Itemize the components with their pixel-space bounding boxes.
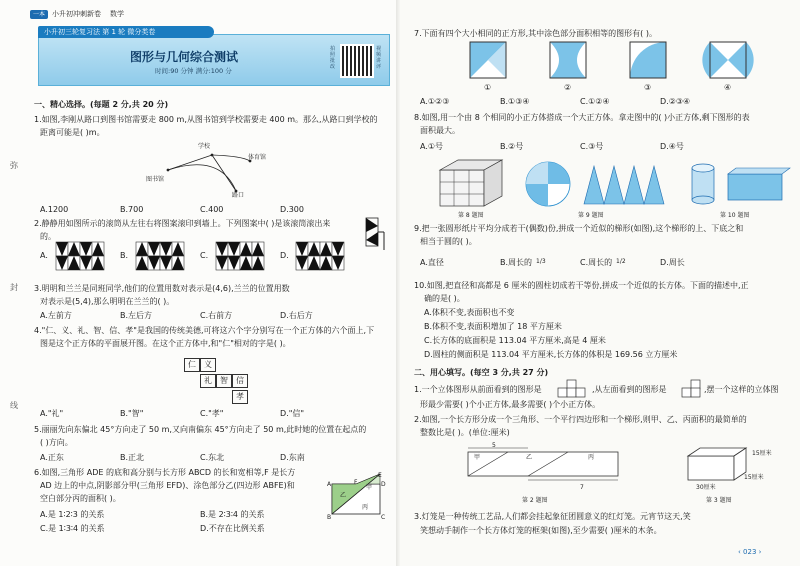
q6-label-e: E (378, 472, 382, 479)
f1-front-view (558, 380, 594, 398)
net-cell: 义 (200, 358, 216, 372)
f3-text-line1: 3.灯笼是一种传统工艺品,人们都会挂起象征团圆意义的红灯笼。元宵节这天,笑 (414, 512, 691, 521)
q4-text-line1: 4."仁、义、礼、智、信、孝"是我国的传统美德,可将这六个字分别写在一个正方体的六个面上,下 (34, 326, 375, 335)
q6-label-c: C (381, 514, 386, 521)
q6-label-b: B (327, 514, 332, 521)
q7-text: 7.下面有四个大小相同的正方形,其中涂色部分面积相等的图形有( )。 (414, 29, 657, 38)
q5-text-line2: ( )方向。 (40, 438, 73, 447)
q5-option-a[interactable]: A.正东 (40, 453, 64, 462)
q5-option-d[interactable]: D.东南 (280, 453, 305, 462)
q5-option-b[interactable]: B.正北 (120, 453, 145, 462)
q7-label-3: ③ (644, 83, 652, 92)
q6-option-a[interactable]: A.是 1∶2∶3 的关系 (40, 510, 105, 519)
f2-rectangle-diagram (468, 446, 638, 486)
margin-char-2: 封 (10, 283, 18, 292)
q3-text-line2: 对表示是(5,4),那么明明在兰兰的( )。 (40, 297, 175, 306)
f1-text-part4: 形最少需要( )个小正方体,最多需要( )个小正方体。 (420, 400, 601, 409)
net-cell: 仁 (184, 358, 200, 372)
net-cell: 信 (232, 374, 248, 388)
section-heading-1: 一、精心选择。(每题 2 分,共 20 分) (34, 100, 169, 109)
q10-option-a[interactable]: A.体积不变,表面积也不变 (424, 308, 515, 317)
q5-text-line1: 5.丽丽先向东偏北 45°方向走了 50 m,又向南偏东 45°方向走了 50 m,此时她的位置在起点的 (34, 425, 367, 434)
q5-option-c[interactable]: C.东北 (200, 453, 225, 462)
right-page (400, 0, 800, 566)
q7-option-d[interactable]: D.②③④ (660, 97, 691, 106)
q2-text-line1: 2.静静用如图所示的滚筒从左往右将图案滚印到墙上。下列图案中( )是该滚筒滚出来 (34, 219, 331, 228)
q9-option-a[interactable]: A.直径 (420, 258, 444, 267)
q6-label-jia: 甲 (366, 484, 373, 491)
q9-option-b[interactable]: B.周长的 (500, 258, 533, 267)
q1-text-line2: 距离可能是( )m。 (40, 128, 105, 137)
q2-pattern-b (136, 242, 184, 272)
q7-label-4: ④ (724, 83, 732, 92)
f2-label-jia: 甲 (474, 454, 481, 461)
q4-text-line2: 图是这个正方体的平面展开图。在这个正方体中,和"仁"相对的字是( )。 (40, 339, 291, 348)
q1-text-line1: 1.如图,李刚从路口到图书馆需要走 800 m,从图书馆到学校需要走 400 m。那么,从路口到学校的 (34, 115, 378, 124)
f1-text-part3: ,摆一个这样的立体图 (704, 385, 779, 394)
q7-label-2: ② (564, 83, 572, 92)
q10-text-line1: 10.如图,把直径和高都是 6 厘米的圆柱切成若干等份,拼成一个近似的长方体。下面的描述中,正 (414, 281, 749, 290)
qr-left-label: 拍照批改 (330, 46, 336, 70)
f3-text-line2: 笑想动手制作一个长方体灯笼的框架(如图),至少需要( )厘米的木条。 (420, 526, 662, 535)
q10-option-b[interactable]: B.体积不变,表面积增加了 18 平方厘米 (424, 322, 562, 331)
f2-label-yi: 乙 (526, 454, 533, 461)
q6-text-line3: 空白部分丙的面积( )。 (40, 494, 121, 503)
qr-right-label: 视频讲评 (376, 46, 382, 70)
q4-option-c[interactable]: C."孝" (200, 409, 224, 418)
f3-label-height: 15厘米 (752, 450, 772, 457)
q3-option-b[interactable]: B.左后方 (120, 311, 153, 320)
q1-label-crossing: 路口 (232, 192, 245, 199)
q3-option-a[interactable]: A.左前方 (40, 311, 72, 320)
q8-option-b[interactable]: B.②号 (500, 142, 524, 151)
q4-option-b[interactable]: B."智" (120, 409, 144, 418)
q9-text-line2: 相当于圆的( )。 (420, 237, 477, 246)
q1-option-a[interactable]: A.1200 (40, 205, 69, 214)
q8-text-line2: 面积最大。 (420, 126, 460, 135)
page-number: ‹ 023 › (738, 548, 762, 556)
caption-fill-fig2: 第 2 题图 (522, 497, 548, 504)
q10-option-d[interactable]: D.圆柱的侧面积是 113.04 平方厘米,长方体的体积是 169.56 立方厘米 (424, 350, 678, 359)
q7-label-1: ① (484, 83, 492, 92)
q6-label-a: A (327, 481, 332, 488)
q2-option-b[interactable]: B. (120, 251, 129, 260)
q9-text-line1: 9.把一张圆形纸片平均分成若干(偶数)份,拼成一个近似的梯形(如图),这个梯形的上、下底之和 (414, 224, 744, 233)
banner-tag: 小升初三轮复习法 第 1 轮 微分类卷 (38, 26, 214, 38)
q1-label-school: 学校 (198, 143, 211, 150)
header-tag: 一本 (30, 10, 48, 19)
net-cell: 智 (216, 374, 232, 388)
q3-text-line1: 3.明明和兰兰是同班同学,他们的位置用数对表示是(4,6),兰兰的位置用数 (34, 284, 290, 293)
q9-option-c[interactable]: C.周长的 (580, 258, 613, 267)
q1-option-c[interactable]: C.400 (200, 205, 224, 214)
q6-label-d: D (381, 481, 386, 488)
f2-label-bottom: 7 (580, 484, 584, 491)
q6-text-line1: 6.如图,三角形 ADE 的底和高分别与长方形 ABCD 的长和宽相等,F 是长方 (34, 468, 296, 477)
f2-label-bing: 丙 (588, 454, 595, 461)
q6-label-f: F (354, 479, 358, 486)
q2-pattern-c (216, 242, 264, 272)
q8-option-d[interactable]: D.④号 (660, 142, 684, 151)
section-heading-2: 二、用心填写。(每空 3 分,共 27 分) (414, 368, 549, 377)
q3-option-c[interactable]: C.右前方 (200, 311, 233, 320)
q2-option-c[interactable]: C. (200, 251, 209, 260)
page-title: 图形与几何综合测试 (130, 50, 239, 64)
q7-option-b[interactable]: B.①③④ (500, 97, 530, 106)
q8-option-c[interactable]: C.③号 (580, 142, 604, 151)
caption-fig10: 第 10 题图 (720, 212, 750, 219)
q2-pattern-a (56, 242, 104, 272)
q7-option-a[interactable]: A.①②③ (420, 97, 450, 106)
f1-text-part2: ,从左面看到的图形是 (592, 385, 667, 394)
f2-text-line2: 整数比是( )。(单位:厘米) (420, 428, 510, 437)
f1-text-part1: 1.一个立体图形从前面看到的图形是 (414, 385, 542, 394)
f2-label-top: 5 (492, 442, 496, 449)
caption-fill-fig3: 第 3 题图 (706, 497, 732, 504)
q1-label-gym: 体育馆 (248, 154, 267, 161)
caption-fig8: 第 8 题图 (458, 212, 484, 219)
q6-option-b[interactable]: B.是 2∶3∶4 的关系 (200, 510, 265, 519)
f3-label-length: 30厘米 (696, 484, 716, 491)
f3-label-width: 15厘米 (744, 474, 764, 481)
q8-text-line1: 8.如图,用一个由 8 个相同的小正方体搭成一个大正方体。拿走图中的( )小正方体,剩下图形的表 (414, 113, 750, 122)
q10-text-line2: 确的是( )。 (424, 294, 465, 303)
q2-option-a[interactable]: A. (40, 251, 48, 260)
q6-label-yi: 乙 (340, 492, 347, 499)
q2-roller-icon (364, 214, 386, 250)
net-cell: 礼 (200, 374, 216, 388)
q6-text-line2: AD 边上的中点,阴影部分甲(三角形 EFD)、涂色部分乙(四边形 ABFE)和 (40, 481, 295, 490)
q10-cylinder-figure (690, 160, 790, 208)
q8-option-a[interactable]: A.①号 (420, 142, 444, 151)
header-title: 小升初冲刺新卷 (52, 10, 101, 18)
q8-cube-figure (438, 160, 508, 208)
q3-option-d[interactable]: D.右后方 (280, 311, 313, 320)
q9-circle-trapezoid-figure (524, 160, 674, 208)
page-number-value: 023 (743, 548, 757, 556)
qr-code-icon[interactable] (340, 44, 374, 78)
q6-option-c[interactable]: C.是 1∶3∶4 的关系 (40, 524, 105, 533)
q2-pattern-d (296, 242, 344, 272)
q6-option-d[interactable]: D.不存在比例关系 (200, 524, 265, 533)
q9-fraction-c: 1/2 (616, 258, 626, 265)
q7-option-c[interactable]: C.①②④ (580, 97, 610, 106)
q6-label-bing: 丙 (362, 504, 369, 511)
q1-option-d[interactable]: D.300 (280, 205, 304, 214)
q10-option-c[interactable]: C.长方体的底面积是 113.04 平方厘米,高是 4 厘米 (424, 336, 606, 345)
q1-option-b[interactable]: B.700 (120, 205, 144, 214)
header-subject: 数学 (110, 10, 124, 18)
q2-text-line2: 的。 (40, 232, 56, 241)
margin-char-3: 线 (10, 401, 18, 410)
q4-option-d[interactable]: D."信" (280, 409, 305, 418)
q1-route-diagram (150, 148, 300, 196)
q1-label-library: 图书馆 (146, 176, 165, 183)
q2-option-d[interactable]: D. (280, 251, 289, 260)
q9-fraction-b: 1/3 (536, 258, 546, 265)
banner-subtitle: 时间:90 分钟 满分:100 分 (155, 67, 232, 75)
net-cell: 孝 (232, 390, 248, 404)
f2-text-line1: 2.如图,一个长方形分成一个三角形、一个平行四边形和一个梯形,则甲、乙、丙面积的最简单的 (414, 415, 747, 424)
q4-option-a[interactable]: A."礼" (40, 409, 64, 418)
margin-char-1: 弥 (10, 161, 18, 170)
caption-fig9: 第 9 题图 (578, 212, 604, 219)
f1-left-view (682, 380, 706, 398)
q9-option-d[interactable]: D.周长 (660, 258, 685, 267)
